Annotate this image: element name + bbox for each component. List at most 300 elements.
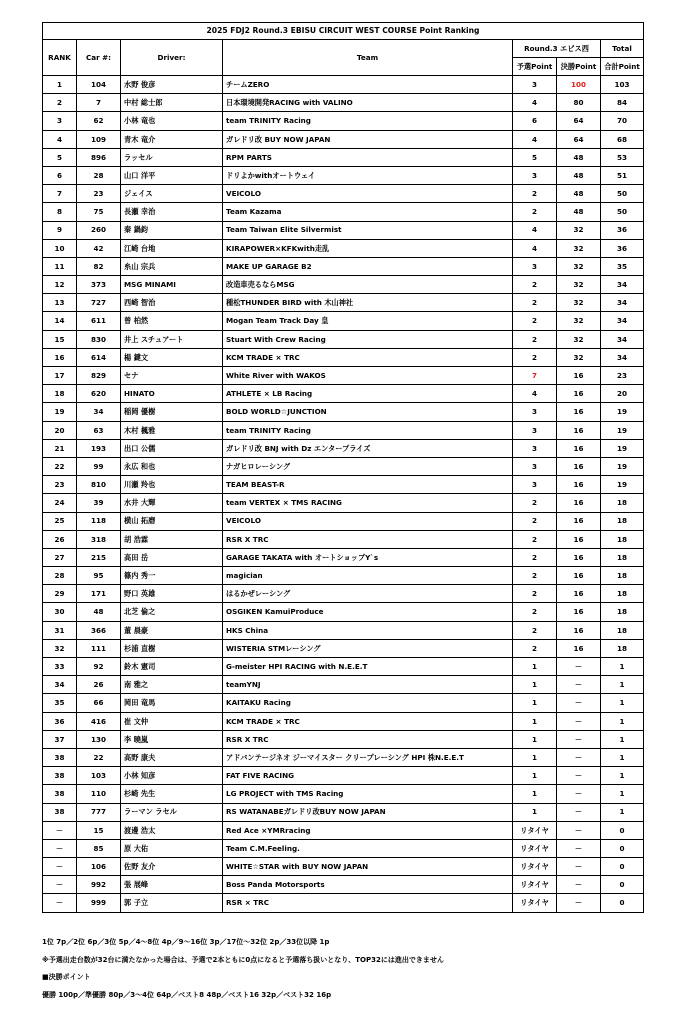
driver-cell: 江崎 台地 (121, 239, 223, 257)
driver-cell: 北芝 倫之 (121, 603, 223, 621)
table-row (43, 348, 644, 366)
team-cell: チームZERO (223, 76, 513, 94)
final-point-cell: － (557, 858, 601, 876)
total-point-cell: 19 (601, 439, 644, 457)
qualifying-point-cell: リタイヤ (513, 821, 557, 839)
qualifying-point-cell: 2 (513, 603, 557, 621)
table-row (43, 876, 644, 894)
rank-cell: 10 (43, 239, 77, 257)
team-cell: WHITE☆STAR with BUY NOW JAPAN (223, 858, 513, 876)
rank-cell: 4 (43, 130, 77, 148)
team-cell: RSR × TRC (223, 894, 513, 912)
driver-cell: HINATO (121, 385, 223, 403)
driver-cell: 稲岡 優樹 (121, 403, 223, 421)
final-point-cell: 16 (557, 403, 601, 421)
final-point-cell: － (557, 876, 601, 894)
rank-cell: 13 (43, 294, 77, 312)
team-cell: KCM TRADE × TRC (223, 712, 513, 730)
team-cell: Red Ace ×YMRracing (223, 821, 513, 839)
rank-cell: 14 (43, 312, 77, 330)
car-number-cell: 66 (77, 694, 121, 712)
driver-cell: 青木 竜介 (121, 130, 223, 148)
table-row (43, 276, 644, 294)
total-point-cell: 68 (601, 130, 644, 148)
rank-cell: 19 (43, 403, 77, 421)
car-number-cell: 620 (77, 385, 121, 403)
car-number-cell: 103 (77, 767, 121, 785)
rank-cell: 21 (43, 439, 77, 457)
qualifying-point-cell: 2 (513, 348, 557, 366)
team-cell: ATHLETE × LB Racing (223, 385, 513, 403)
rank-cell: 20 (43, 421, 77, 439)
table-row (43, 203, 644, 221)
final-point-cell: 16 (557, 439, 601, 457)
final-point-cell: 32 (557, 312, 601, 330)
driver-cell: 長瀬 幸治 (121, 203, 223, 221)
rank-cell: 5 (43, 148, 77, 166)
final-point-cell: 16 (557, 585, 601, 603)
qualifying-point-cell: 3 (513, 439, 557, 457)
final-point-cell: 16 (557, 421, 601, 439)
car-number-cell: 611 (77, 312, 121, 330)
car-number-cell: 810 (77, 476, 121, 494)
total-point-cell: 34 (601, 294, 644, 312)
driver-cell: 水野 俊彦 (121, 76, 223, 94)
final-point-cell: 48 (557, 166, 601, 184)
car-number-cell: 95 (77, 567, 121, 585)
total-point-cell: 1 (601, 658, 644, 676)
car-number-header: Car #: (77, 40, 121, 76)
qualifying-rule-note: ※予選出走台数が32台に満たなかった場合は、予選で2本ともに0点になると予選落ち扱いとなり、TOP32には進出できません (42, 955, 444, 964)
driver-cell: 秦 鍋鈞 (121, 221, 223, 239)
rank-cell: 31 (43, 621, 77, 639)
table-row (43, 185, 644, 203)
car-number-cell: 171 (77, 585, 121, 603)
total-point-cell: 1 (601, 712, 644, 730)
final-point-cell: 100 (557, 76, 601, 94)
team-cell: FAT FIVE RACING (223, 767, 513, 785)
rank-cell: 9 (43, 221, 77, 239)
team-cell: Mogan Team Track Day 皇 (223, 312, 513, 330)
final-points-note: 優勝 100p／準優勝 80p／3～4位 64p／ベスト8 48p／ベスト16 32p／ベスト32 16p (42, 990, 332, 999)
table-row (43, 712, 644, 730)
final-point-cell: 48 (557, 203, 601, 221)
car-number-cell: 62 (77, 112, 121, 130)
car-number-cell: 22 (77, 748, 121, 766)
rank-cell: 18 (43, 385, 77, 403)
rank-cell: 11 (43, 257, 77, 275)
final-point-cell: 16 (557, 476, 601, 494)
rank-cell: 2 (43, 94, 77, 112)
final-point-cell: － (557, 730, 601, 748)
rank-cell: － (43, 858, 77, 876)
table-row (43, 603, 644, 621)
table-row (43, 676, 644, 694)
rank-cell: 16 (43, 348, 77, 366)
team-cell: アドバンテージネオ ジーマイスター クリープレーシング HPI 株N.E.E.T (223, 748, 513, 766)
final-point-cell: 80 (557, 94, 601, 112)
table-row (43, 94, 644, 112)
total-point-cell: 70 (601, 112, 644, 130)
qualifying-point-cell: 2 (513, 530, 557, 548)
table-row (43, 257, 644, 275)
qualifying-point-cell: 2 (513, 276, 557, 294)
team-cell: ガレドリ改 BNJ with Dz エンタープライズ (223, 439, 513, 457)
final-point-cell: － (557, 821, 601, 839)
table-row (43, 457, 644, 475)
driver-cell: 木村 楓雅 (121, 421, 223, 439)
qualifying-point-cell: 2 (513, 312, 557, 330)
final-point-cell: 32 (557, 276, 601, 294)
driver-cell: MSG MINAMI (121, 276, 223, 294)
final-point-cell: － (557, 803, 601, 821)
final-point-cell: － (557, 785, 601, 803)
table-row (43, 894, 644, 912)
driver-cell: ラッセル (121, 148, 223, 166)
rank-cell: 12 (43, 276, 77, 294)
team-cell: OSGIKEN KamuiProduce (223, 603, 513, 621)
table-row (43, 112, 644, 130)
driver-cell: 川瀬 羚也 (121, 476, 223, 494)
car-number-cell: 82 (77, 257, 121, 275)
team-cell: ドリよかwithオートウェイ (223, 166, 513, 184)
qualifying-point-cell: リタイヤ (513, 894, 557, 912)
table-row (43, 476, 644, 494)
driver-cell: 鈴木 憲司 (121, 658, 223, 676)
qualifying-point-cell: 2 (513, 567, 557, 585)
car-number-cell: 830 (77, 330, 121, 348)
driver-cell: 出口 公儒 (121, 439, 223, 457)
qualifying-point-cell: 2 (513, 512, 557, 530)
rank-cell: 38 (43, 748, 77, 766)
total-point-cell: 19 (601, 457, 644, 475)
table-row (43, 730, 644, 748)
qualifying-point-cell: 1 (513, 748, 557, 766)
total-point-cell: 18 (601, 639, 644, 657)
driver-cell: 高田 岳 (121, 548, 223, 566)
qualifying-point-cell: 1 (513, 676, 557, 694)
total-point-cell: 50 (601, 185, 644, 203)
team-cell: WISTERIA STMレーシング (223, 639, 513, 657)
car-number-cell: 104 (77, 76, 121, 94)
rank-cell: 32 (43, 639, 77, 657)
table-row (43, 767, 644, 785)
rank-cell: 38 (43, 785, 77, 803)
car-number-cell: 727 (77, 294, 121, 312)
final-point-cell: 32 (557, 257, 601, 275)
team-cell: Team C.M.Feeling. (223, 839, 513, 857)
rank-cell: － (43, 894, 77, 912)
driver-cell: 李 曉嵐 (121, 730, 223, 748)
total-point-cell: 1 (601, 785, 644, 803)
car-number-cell: 15 (77, 821, 121, 839)
rank-cell: 34 (43, 676, 77, 694)
driver-header: Driver: (121, 40, 223, 76)
rank-cell: 3 (43, 112, 77, 130)
final-point-cell: 32 (557, 348, 601, 366)
team-cell: 種松THUNDER BIRD with 木山神社 (223, 294, 513, 312)
car-number-cell: 99 (77, 457, 121, 475)
table-row (43, 785, 644, 803)
driver-cell: 杉浦 直樹 (121, 639, 223, 657)
car-number-cell: 92 (77, 658, 121, 676)
final-point-cell: － (557, 694, 601, 712)
final-point-header: 決勝Point (557, 58, 601, 76)
car-number-cell: 999 (77, 894, 121, 912)
ranking-table (42, 22, 644, 913)
car-number-cell: 23 (77, 185, 121, 203)
final-point-cell: 16 (557, 512, 601, 530)
rank-cell: 30 (43, 603, 77, 621)
car-number-cell: 193 (77, 439, 121, 457)
final-point-cell: 16 (557, 621, 601, 639)
car-number-cell: 110 (77, 785, 121, 803)
team-cell: Team Kazama (223, 203, 513, 221)
table-row (43, 567, 644, 585)
notes (42, 934, 652, 1004)
table-row (43, 748, 644, 766)
car-number-cell: 130 (77, 730, 121, 748)
table-row (43, 530, 644, 548)
car-number-cell: 992 (77, 876, 121, 894)
car-number-cell: 416 (77, 712, 121, 730)
rank-cell: 33 (43, 658, 77, 676)
rank-cell: 36 (43, 712, 77, 730)
team-cell: G-meister HPI RACING with N.E.E.T (223, 658, 513, 676)
total-point-cell: 0 (601, 821, 644, 839)
rank-cell: 28 (43, 567, 77, 585)
qualifying-point-cell: 1 (513, 730, 557, 748)
table-row (43, 639, 644, 657)
driver-cell: 胡 浩霖 (121, 530, 223, 548)
qualifying-point-cell: 3 (513, 257, 557, 275)
qualifying-point-cell: 1 (513, 803, 557, 821)
rank-cell: 17 (43, 367, 77, 385)
qualifying-point-header: 予選Point (513, 58, 557, 76)
table-row (43, 548, 644, 566)
table-row (43, 694, 644, 712)
qualifying-point-cell: 2 (513, 621, 557, 639)
car-number-cell: 260 (77, 221, 121, 239)
qualifying-point-cell: 3 (513, 166, 557, 184)
rank-cell: 24 (43, 494, 77, 512)
driver-cell: セナ (121, 367, 223, 385)
driver-cell: 高野 康夫 (121, 748, 223, 766)
driver-cell: 野口 英雄 (121, 585, 223, 603)
car-number-cell: 614 (77, 348, 121, 366)
driver-cell: 糸山 宗兵 (121, 257, 223, 275)
table-row (43, 403, 644, 421)
total-point-cell: 50 (601, 203, 644, 221)
table-row (43, 858, 644, 876)
team-cell: VEICOLO (223, 512, 513, 530)
qualifying-point-cell: 2 (513, 548, 557, 566)
rank-cell: － (43, 839, 77, 857)
driver-cell: 佐野 友介 (121, 858, 223, 876)
total-point-cell: 34 (601, 348, 644, 366)
total-point-cell: 18 (601, 621, 644, 639)
final-point-cell: － (557, 767, 601, 785)
car-number-cell: 829 (77, 367, 121, 385)
rank-cell: 8 (43, 203, 77, 221)
total-point-cell: 36 (601, 221, 644, 239)
qualifying-point-cell: 4 (513, 385, 557, 403)
qualifying-point-cell: 1 (513, 712, 557, 730)
team-header: Team (223, 40, 513, 76)
team-cell: White River with WAKOS (223, 367, 513, 385)
total-point-cell: 18 (601, 567, 644, 585)
qualifying-point-cell: 3 (513, 457, 557, 475)
table-row (43, 130, 644, 148)
total-point-cell: 0 (601, 876, 644, 894)
driver-cell: 董 晨豪 (121, 621, 223, 639)
total-point-cell: 1 (601, 730, 644, 748)
qualifying-point-cell: 1 (513, 694, 557, 712)
table-row (43, 148, 644, 166)
driver-cell: 永広 和也 (121, 457, 223, 475)
driver-cell: 杉崎 先生 (121, 785, 223, 803)
car-number-cell: 118 (77, 512, 121, 530)
table-row (43, 294, 644, 312)
rank-cell: 23 (43, 476, 77, 494)
rank-cell: 38 (43, 767, 77, 785)
qualifying-point-cell: 6 (513, 112, 557, 130)
qualifying-point-cell: 2 (513, 585, 557, 603)
ranking-rows (43, 76, 644, 913)
driver-cell: 西崎 智治 (121, 294, 223, 312)
round-header: Round.3 エビス西 (513, 40, 601, 58)
total-point-cell: 53 (601, 148, 644, 166)
team-cell: team TRINITY Racing (223, 421, 513, 439)
car-number-cell: 215 (77, 548, 121, 566)
table-row (43, 803, 644, 821)
final-point-cell: 16 (557, 567, 601, 585)
car-number-cell: 48 (77, 603, 121, 621)
table-row (43, 439, 644, 457)
total-point-cell: 1 (601, 767, 644, 785)
final-point-cell: － (557, 676, 601, 694)
total-point-cell: 1 (601, 676, 644, 694)
driver-cell: 渡邊 浩太 (121, 821, 223, 839)
team-cell: RPM PARTS (223, 148, 513, 166)
car-number-cell: 109 (77, 130, 121, 148)
team-cell: LG PROJECT with TMS Racing (223, 785, 513, 803)
rank-cell: － (43, 876, 77, 894)
car-number-cell: 39 (77, 494, 121, 512)
driver-cell: 楊 鍵文 (121, 348, 223, 366)
total-point-cell: 18 (601, 530, 644, 548)
qualifying-point-cell: リタイヤ (513, 876, 557, 894)
team-cell: KIRAPOWER×KFKwith走乱 (223, 239, 513, 257)
qualifying-point-cell: 1 (513, 785, 557, 803)
driver-cell: 井上 スチュアート (121, 330, 223, 348)
total-header: Total (601, 40, 644, 58)
final-point-cell: 16 (557, 530, 601, 548)
table-row (43, 512, 644, 530)
table-row (43, 221, 644, 239)
final-point-cell: 48 (557, 185, 601, 203)
rank-header: RANK (43, 40, 77, 76)
qualifying-point-cell: 3 (513, 76, 557, 94)
total-point-cell: 18 (601, 512, 644, 530)
rank-cell: 35 (43, 694, 77, 712)
final-point-cell: 16 (557, 367, 601, 385)
final-point-cell: 16 (557, 548, 601, 566)
final-point-cell: 32 (557, 221, 601, 239)
car-number-cell: 34 (77, 403, 121, 421)
table-row (43, 421, 644, 439)
table-row (43, 494, 644, 512)
driver-cell: 岡田 竜馬 (121, 694, 223, 712)
qualifying-point-cell: 4 (513, 130, 557, 148)
qualifying-point-cell: 7 (513, 367, 557, 385)
driver-cell: 崔 文仲 (121, 712, 223, 730)
team-cell: team VERTEX × TMS RACING (223, 494, 513, 512)
team-cell: RS WATANABEガレドリ改BUY NOW JAPAN (223, 803, 513, 821)
car-number-cell: 777 (77, 803, 121, 821)
team-cell: RSR X TRC (223, 730, 513, 748)
total-point-cell: 84 (601, 94, 644, 112)
table-row (43, 239, 644, 257)
team-cell: はるかぜレーシング (223, 585, 513, 603)
table-row (43, 821, 644, 839)
qualifying-point-cell: 2 (513, 203, 557, 221)
total-point-cell: 34 (601, 330, 644, 348)
final-point-cell: 64 (557, 130, 601, 148)
qualifying-point-cell: 1 (513, 658, 557, 676)
driver-cell: 篠内 秀一 (121, 567, 223, 585)
driver-cell: 横山 拓磨 (121, 512, 223, 530)
team-cell: TEAM BEAST-R (223, 476, 513, 494)
total-point-cell: 34 (601, 312, 644, 330)
car-number-cell: 63 (77, 421, 121, 439)
total-point-cell: 18 (601, 494, 644, 512)
final-point-cell: 16 (557, 385, 601, 403)
driver-cell: 水井 大輝 (121, 494, 223, 512)
table-row (43, 585, 644, 603)
final-point-cell: 16 (557, 639, 601, 657)
table-row (43, 166, 644, 184)
driver-cell: ラーマン ラセル (121, 803, 223, 821)
table-row (43, 839, 644, 857)
qualifying-point-cell: 3 (513, 476, 557, 494)
qualifying-points-note: 1位 7p／2位 6p／3位 5p／4～8位 4p／9～16位 3p／17位～32位 2p／33位以降 1p (42, 938, 330, 946)
team-cell: KAITAKU Racing (223, 694, 513, 712)
team-cell: MAKE UP GARAGE B2 (223, 257, 513, 275)
total-point-cell: 103 (601, 76, 644, 94)
total-point-cell: 1 (601, 803, 644, 821)
car-number-cell: 318 (77, 530, 121, 548)
rank-cell: 15 (43, 330, 77, 348)
rank-cell: 27 (43, 548, 77, 566)
final-point-cell: － (557, 894, 601, 912)
table-row (43, 658, 644, 676)
total-point-cell: 18 (601, 548, 644, 566)
driver-cell: 張 展峰 (121, 876, 223, 894)
team-cell: GARAGE TAKATA with オートショップY`s (223, 548, 513, 566)
total-point-cell: 19 (601, 403, 644, 421)
team-cell: VEICOLO (223, 185, 513, 203)
rank-cell: 7 (43, 185, 77, 203)
table-row (43, 76, 644, 94)
car-number-cell: 85 (77, 839, 121, 857)
car-number-cell: 26 (77, 676, 121, 694)
total-point-cell: 19 (601, 476, 644, 494)
rank-cell: 26 (43, 530, 77, 548)
table-row (43, 621, 644, 639)
qualifying-point-cell: 1 (513, 767, 557, 785)
rank-cell: 25 (43, 512, 77, 530)
